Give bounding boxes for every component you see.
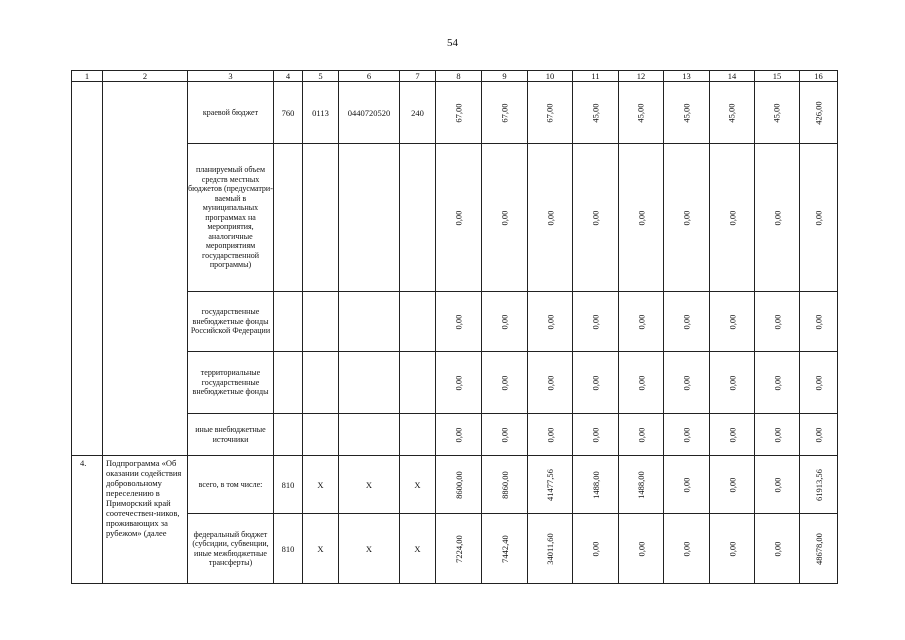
amount-col-12-text: 1488,00 [636,470,646,499]
row-number [72,456,103,584]
funding-source-text: федеральный бюджет (субсидии, субвенции, иные межбюджетные трансферты) [192,529,269,567]
funding-source-text: территориальные государственные внебюджетные фонды [192,368,269,397]
col-7-value-text: 240 [411,107,424,118]
amount-col-9-text: 67,00 [499,102,510,123]
table-row [72,82,838,144]
amount-col-13-text: 0,00 [681,541,692,556]
col-6-value [339,144,400,292]
col-5-value [303,82,339,144]
amount-col-11-text: 0,00 [590,427,601,442]
amount-col-12-text: 0,00 [636,314,646,329]
funding-source [188,414,274,456]
amount-col-9-text: 0,00 [499,375,510,390]
amount-col-11 [573,514,619,584]
amount-col-9 [482,514,528,584]
col-4-value [274,82,303,144]
amount-col-9-text: 8860,00 [499,470,510,499]
funding-source-text: планируемый объем средств местных бюджетов (предусматри-ваемый в муниципальных программах на мероприятия, аналогичные мероприятиям государственной программы) [188,165,273,270]
amount-col-14-text: 0,00 [727,477,737,492]
amount-col-10-text: 0,00 [545,314,555,329]
col-4-value-text: 760 [281,107,295,118]
amount-col-11 [573,144,619,292]
col-5-value [303,352,339,414]
amount-col-12-text: 0,00 [636,427,646,442]
amount-col-8 [436,414,482,456]
amount-col-15 [755,514,800,584]
amount-col-13-text: 0,00 [681,210,692,225]
amount-col-8 [436,292,482,352]
amount-col-11-text: 1488,00 [590,470,601,499]
amount-col-14 [710,82,755,144]
col-6-value [339,352,400,414]
amount-col-15 [755,292,800,352]
col-4-value-text: 810 [281,479,295,490]
amount-col-11-text: 0,00 [590,541,601,556]
column-header-12: 12 [619,71,664,82]
col-4-value [274,414,303,456]
amount-col-12 [619,82,664,144]
amount-col-8-text: 0,00 [453,314,464,329]
col-6-value-text: X [365,479,373,490]
column-header-16: 16 [800,71,838,82]
column-header-7: 7 [400,71,436,82]
column-header-8: 8 [436,71,482,82]
amount-col-15 [755,352,800,414]
amount-col-11 [573,352,619,414]
amount-col-14 [710,144,755,292]
amount-col-14-text: 0,00 [727,210,737,225]
column-header-3: 3 [188,71,274,82]
col-4-value [274,144,303,292]
amount-col-11 [573,414,619,456]
amount-col-9 [482,82,528,144]
amount-col-12 [619,352,664,414]
amount-col-8-text: 67,00 [453,102,464,123]
amount-col-11-text: 45,00 [590,102,601,123]
amount-col-9-text: 0,00 [499,314,510,329]
amount-col-10-text: 0,00 [545,427,555,442]
amount-col-12-text: 45,00 [636,102,646,123]
amount-col-14-text: 0,00 [727,314,737,329]
amount-col-10 [528,414,573,456]
funding-source [188,82,274,144]
funding-source [188,144,274,292]
amount-col-13-text: 0,00 [681,375,692,390]
amount-col-8-text: 7224,00 [453,534,464,563]
amount-col-10-text: 67,00 [545,102,555,123]
amount-col-16-text: 0,00 [813,210,824,225]
amount-col-16 [800,514,838,584]
amount-col-8-text: 0,00 [453,375,464,390]
amount-col-16 [800,292,838,352]
amount-col-15-text: 0,00 [772,541,782,556]
col-5-value [303,292,339,352]
col-6-value-text: X [365,543,373,554]
amount-col-13 [664,514,710,584]
amount-col-12 [619,456,664,514]
col-6-value-text: 0440720520 [347,107,391,118]
amount-col-13 [664,352,710,414]
page-number: 54 [447,37,458,49]
amount-col-13-text: 0,00 [681,477,692,492]
amount-col-14-text: 0,00 [727,375,737,390]
col-6-value [339,514,400,584]
col-4-value [274,514,303,584]
amount-col-16 [800,144,838,292]
amount-col-13 [664,82,710,144]
col-4-value [274,352,303,414]
amount-col-10 [528,292,573,352]
budget-table [71,70,838,584]
col-7-value [400,514,436,584]
funding-source [188,352,274,414]
col-7-value [400,144,436,292]
amount-col-12-text: 0,00 [636,375,646,390]
amount-col-16-text: 0,00 [813,314,824,329]
amount-col-14 [710,352,755,414]
col-4-value [274,292,303,352]
column-header-2: 2 [103,71,188,82]
amount-col-15 [755,414,800,456]
amount-col-10-text: 41477,56 [545,468,555,501]
amount-col-10-text: 34011,60 [545,532,555,565]
amount-col-9-text: 0,00 [499,210,510,225]
amount-col-15-text: 45,00 [772,102,782,123]
col-5-value-text: X [317,479,324,490]
header-row [72,71,838,82]
amount-col-14 [710,414,755,456]
amount-col-15 [755,456,800,514]
col-7-value-text: X [414,543,421,554]
amount-col-16-text: 0,00 [813,375,824,390]
amount-col-9-text: 0,00 [499,427,510,442]
column-header-14: 14 [710,71,755,82]
funding-source-text: государственные внебюджетные фонды Российской Федерации [190,307,271,336]
amount-col-14 [710,514,755,584]
amount-col-16 [800,456,838,514]
amount-col-8-text: 0,00 [453,210,464,225]
amount-col-10-text: 0,00 [545,210,555,225]
col-5-value [303,514,339,584]
col-6-value [339,82,400,144]
funding-source-text: всего, в том числе: [198,479,263,489]
amount-col-10 [528,82,573,144]
amount-col-15 [755,82,800,144]
col-6-value [339,414,400,456]
amount-col-14-text: 0,00 [727,427,737,442]
amount-col-13 [664,292,710,352]
column-header-6: 6 [339,71,400,82]
col-5-value [303,414,339,456]
amount-col-16 [800,82,838,144]
amount-col-12-text: 0,00 [636,210,646,225]
col-4-value [274,456,303,514]
amount-col-8 [436,82,482,144]
column-header-9: 9 [482,71,528,82]
amount-col-9 [482,414,528,456]
column-header-10: 10 [528,71,573,82]
amount-col-10 [528,514,573,584]
amount-col-15-text: 0,00 [772,210,782,225]
column-header-15: 15 [755,71,800,82]
funding-source [188,456,274,514]
amount-col-11-text: 0,00 [590,210,601,225]
amount-col-15-text: 0,00 [772,314,782,329]
amount-col-11 [573,292,619,352]
subprogram-title-text: Подпрограмма «Об оказании содействия добровольному переселению в Приморский край соотечествен-ников, проживающих за рубежом» (далее [106,458,182,538]
amount-col-15-text: 0,00 [772,427,782,442]
amount-col-13-text: 0,00 [681,314,692,329]
amount-col-12 [619,514,664,584]
amount-col-13 [664,456,710,514]
amount-col-14-text: 0,00 [727,541,737,556]
amount-col-16 [800,352,838,414]
amount-col-11-text: 0,00 [590,314,601,329]
col-5-value [303,144,339,292]
amount-col-10 [528,352,573,414]
amount-col-14 [710,456,755,514]
col-7-value [400,292,436,352]
amount-col-16-text: 61913,56 [813,468,824,501]
amount-col-11 [573,456,619,514]
col-7-value [400,352,436,414]
amount-col-12 [619,414,664,456]
amount-col-9 [482,352,528,414]
amount-col-8 [436,352,482,414]
col-5-value-text: 0113 [312,107,329,118]
funding-source-text: краевой бюджет [202,107,259,117]
amount-col-8 [436,514,482,584]
column-header-1: 1 [72,71,103,82]
amount-col-13 [664,414,710,456]
table-row [72,456,838,514]
col-7-value [400,82,436,144]
amount-col-9 [482,292,528,352]
amount-col-10 [528,456,573,514]
col-4-value-text: 810 [281,543,295,554]
amount-col-16-text: 48678,00 [813,532,824,565]
amount-col-15-text: 0,00 [772,375,782,390]
amount-col-12 [619,292,664,352]
amount-col-15-text: 0,00 [772,477,782,492]
column-header-4: 4 [274,71,303,82]
amount-col-14 [710,292,755,352]
amount-col-9 [482,144,528,292]
col-5-value-text: X [317,543,324,554]
amount-col-10-text: 0,00 [545,375,555,390]
amount-col-16-text: 0,00 [813,427,824,442]
amount-col-14-text: 45,00 [727,102,737,123]
amount-col-9-text: 7442,40 [499,534,510,563]
amount-col-12 [619,144,664,292]
amount-col-13-text: 0,00 [681,427,692,442]
col-6-value [339,292,400,352]
col-7-value-text: X [414,479,421,490]
amount-col-15 [755,144,800,292]
col-5-value [303,456,339,514]
col-6-value [339,456,400,514]
amount-col-13-text: 45,00 [681,102,692,123]
funding-source [188,514,274,584]
amount-col-8-text: 8600,00 [453,470,464,499]
amount-col-11-text: 0,00 [590,375,601,390]
amount-col-8 [436,456,482,514]
amount-col-11 [573,82,619,144]
amount-col-8 [436,144,482,292]
amount-col-12-text: 0,00 [636,541,646,556]
funding-source-text: иные внебюджетные источники [195,425,266,444]
amount-col-10 [528,144,573,292]
col-7-value [400,456,436,514]
amount-col-16 [800,414,838,456]
amount-col-8-text: 0,00 [453,427,464,442]
column-header-5: 5 [303,71,339,82]
row-number-text: 4. [80,458,87,468]
subprogram-title [103,456,188,584]
column-header-13: 13 [664,71,710,82]
amount-col-16-text: 426,00 [813,100,824,125]
column-header-11: 11 [573,71,619,82]
amount-col-9 [482,456,528,514]
amount-col-13 [664,144,710,292]
col2-empty [103,82,188,456]
col1-empty [72,82,103,456]
funding-source [188,292,274,352]
col-7-value [400,414,436,456]
